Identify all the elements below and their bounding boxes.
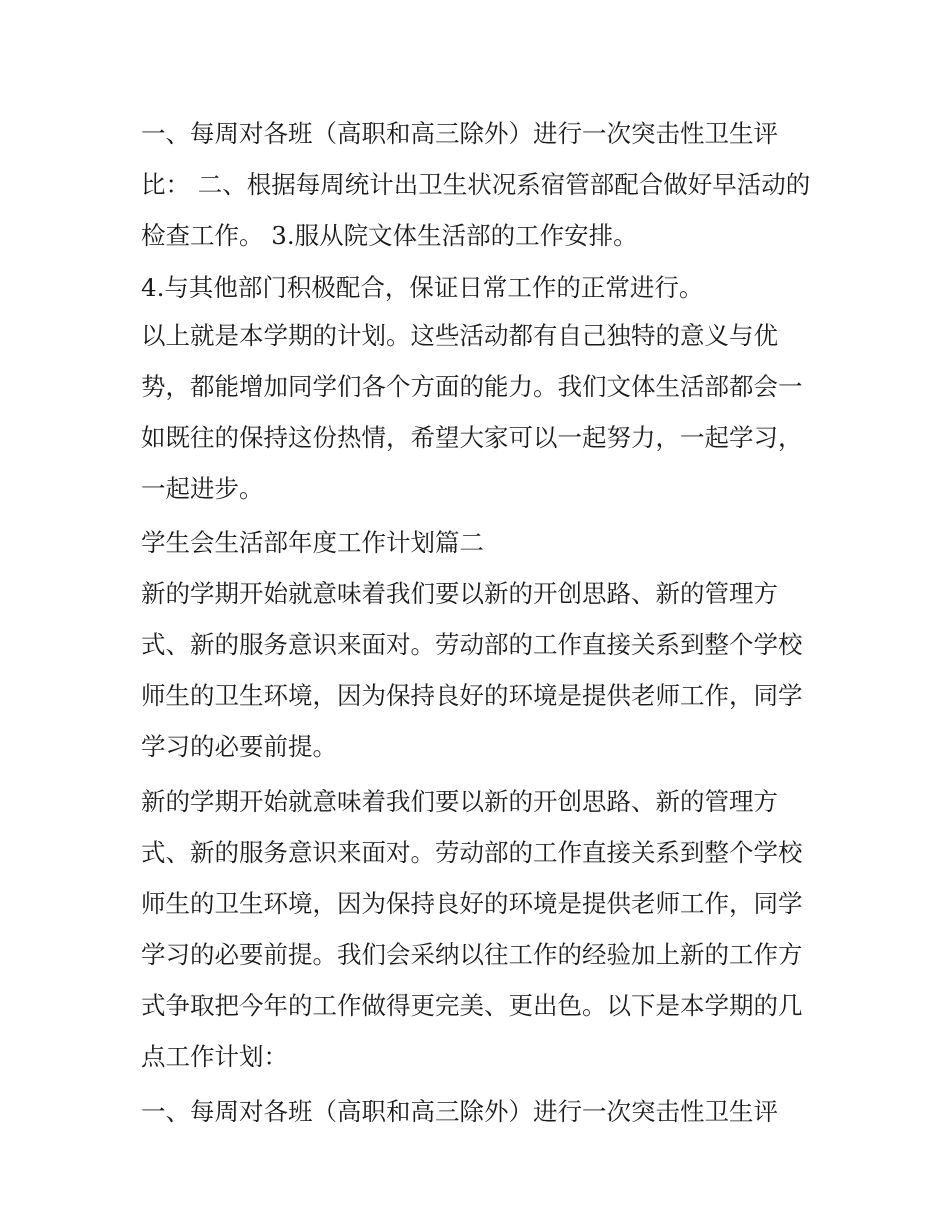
paragraph-intro: 新的学期开始就意味着我们要以新的开创思路、新的管理方式、新的服务意识来面对。劳动部的工作直接关系到整个学校师生的卫生环境，因为保持良好的环境是提供老师工作，同学学习的必要前提。	[141, 579, 803, 761]
paragraph-inspection-plan: 一、每周对各班（高职和高三除外）进行一次突击性卫生评比： 二、根据每周统计出卫生状况系宿管部配合做好早活动的检查工作。 3.服从院文体生活部的工作安排。	[141, 119, 811, 250]
section-heading: 学生会生活部年度工作计划篇二	[141, 528, 484, 557]
paragraph-intro-extended: 新的学期开始就意味着我们要以新的开创思路、新的管理方式、新的服务意识来面对。劳动部的工作直接关系到整个学校师生的卫生环境，因为保持良好的环境是提供老师工作，同学学习的必要前提。我们会采纳以往工作的经验加上新的工作方式争取把今年的工作做得更完美、更出色。以下是本学期的几点工作计划：	[141, 787, 803, 1071]
document-body	[141, 108, 821, 1141]
paragraph-summary: 以上就是本学期的计划。这些活动都有自己独特的意义与优势，都能增加同学们各个方面的能力。我们文体生活部都会一如既往的保持这份热情，希望大家可以一起努力，一起学习，一起进步。	[141, 321, 803, 503]
paragraph-cooperation: 4.与其他部门积极配合，保证日常工作的正常进行。	[141, 273, 704, 302]
paragraph-plan-item-1: 一、每周对各班（高职和高三除外）进行一次突击性卫生评	[141, 1097, 778, 1126]
